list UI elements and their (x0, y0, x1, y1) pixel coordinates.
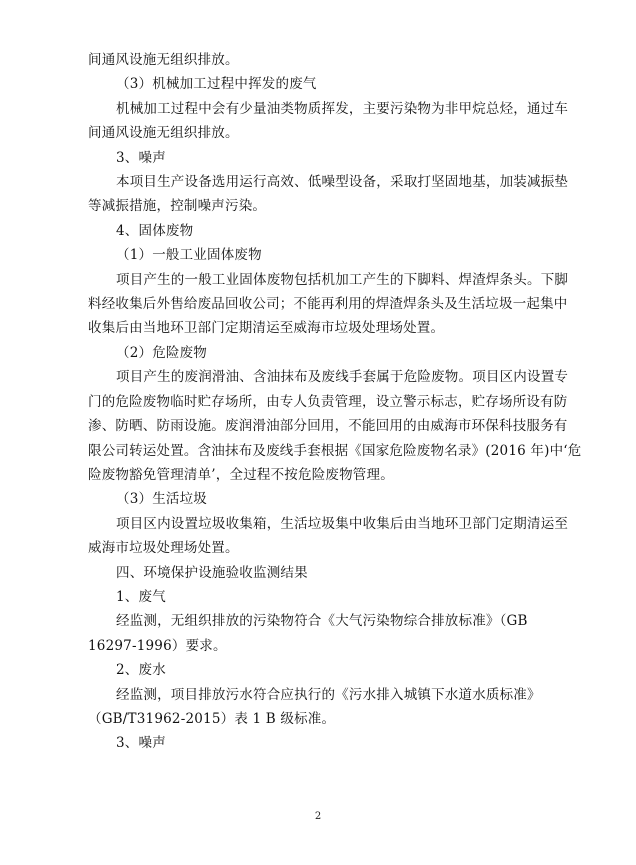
text-line: （3）生活垃圾 (116, 491, 207, 508)
text-line: 等减振措施，控制噪声污染。 (88, 198, 267, 215)
text-line: 4、固体废物 (116, 222, 194, 239)
page-number: 2 (314, 811, 322, 822)
text-line: 2、废水 (116, 662, 166, 679)
text-line: 16297-1996）要求。 (88, 637, 227, 654)
text-line: 项目产生的废润滑油、含油抹布及废线手套属于危险废物。项目区内设置专 (116, 369, 569, 386)
text-line: 限公司转运处置。含油抹布及废线手套根据《国家危险废物名录》(2016 年)中‘危 (88, 442, 582, 459)
text-line: （GB/T31962-2015）表 1 B 级标准。 (88, 710, 336, 727)
text-line: 四、环境保护设施验收监测结果 (116, 564, 308, 581)
text-line: 1、废气 (116, 588, 166, 605)
text-line: 经监测，无组织排放的污染物符合《大气污染物综合排放标准》（GB (116, 613, 528, 630)
text-line: （2）危险废物 (116, 344, 207, 361)
text-line: 险废物豁免管理清单’，全过程不按危险废物管理。 (88, 466, 394, 483)
body-text (88, 48, 582, 756)
text-line: 门的危险废物临时贮存场所，由专人负责管理，设立警示标志，贮存场所设有防 (88, 393, 568, 410)
text-line: 渗、防晒、防雨设施。废润滑油部分回用，不能回用的由威海市环保科技服务有 (88, 418, 568, 435)
text-line: （1）一般工业固体废物 (116, 247, 262, 264)
text-line: 3、噪声 (116, 149, 166, 166)
text-line: 间通风设施无组织排放。 (88, 125, 239, 142)
text-line: 间通风设施无组织排放。 (88, 52, 239, 68)
text-line: 机械加工过程中会有少量油类物质挥发，主要污染物为非甲烷总烃，通过车 (116, 100, 569, 117)
text-line: 本项目生产设备选用运行高效、低噪型设备，采取打坚固地基，加装减振垫 (116, 174, 569, 191)
text-line: （3）机械加工过程中挥发的废气 (116, 76, 317, 93)
text-line: 项目区内设置垃圾收集箱，生活垃圾集中收集后由当地环卫部门定期清运至 (116, 515, 569, 532)
text-line: 威海市垃圾处理场处置。 (88, 540, 239, 557)
text-line: 经监测，项目排放污水符合应执行的《污水排入城镇下水道水质标准》 (116, 686, 541, 703)
text-line: 收集后由当地环卫部门定期清运至威海市垃圾处理场处置。 (88, 320, 445, 337)
text-line: 料经收集后外售给废品回收公司；不能再利用的焊渣焊条头及生活垃圾一起集中 (88, 296, 568, 313)
text-line: 3、噪声 (116, 735, 166, 752)
text-line: 项目产生的一般工业固体废物包括机加工产生的下脚料、焊渣焊条头。下脚 (116, 271, 569, 288)
